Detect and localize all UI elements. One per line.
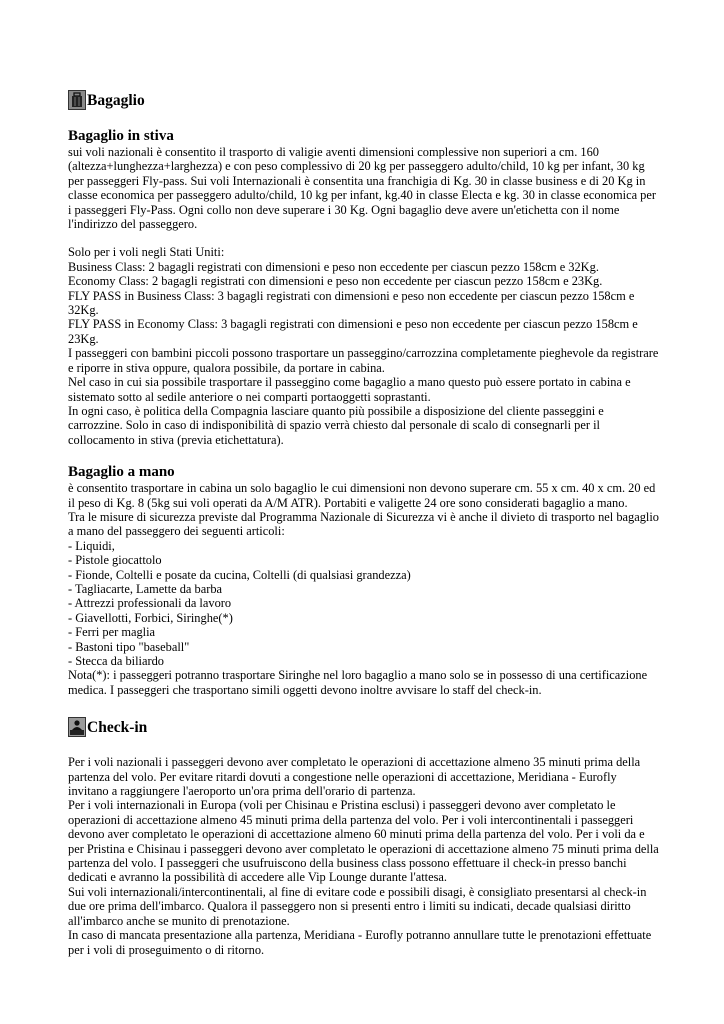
- list-item: - Tagliacarte, Lamette da barba: [68, 581, 223, 596]
- usa-flypass-economy: FLY PASS in Economy Class: 3 bagagli registrati con dimensioni e peso non eccedente per ciascun pezzo 158cm e 23Kg.: [68, 317, 638, 346]
- list-item: - Pistole giocattolo: [68, 553, 162, 568]
- mano-paragraph: è consentito trasportare in cabina un solo bagaglio le cui dimensioni non devono superare cm. 55 x cm. 40 x cm. 20 ed il peso di Kg. 8 (5kg sui voli operati da A/M ATR). Portabiti e valigette 24 ore sono considerati bagaglio a mano.: [68, 481, 656, 510]
- checkin-title: Check-in: [87, 719, 148, 737]
- list-item: - Fionde, Coltelli e posate da cucina, Coltelli (di qualsiasi grandezza): [68, 567, 411, 582]
- bagaglio-header: [68, 84, 660, 110]
- sicurezza-paragraph: Tra le misure di sicurezza previste dal Programma Nazionale di Sicurezza vi è anche il divieto di trasporto nel bagaglio a mano del passeggero dei seguenti articoli:: [68, 509, 659, 539]
- list-item: - Liquidi,: [68, 538, 115, 553]
- checkin-header: [68, 711, 660, 737]
- bambini-paragraph: I passeggeri con bambini piccoli possono trasportare un passeggino/carrozzina completamente pieghevole da registrare e riporre in stiva oppure, qualora possibile, da portare in cabina.: [68, 346, 659, 375]
- list-item: - Stecca da biliardo: [68, 654, 164, 668]
- mano-heading: Bagaglio a mano: [68, 464, 175, 481]
- checkin-nazionali: Per i voli nazionali i passeggeri devono aver completato le operazioni di accettazione almeno 35 minuti prima della partenza del volo. Per evitare ritardi dovuti a congestione nelle operazioni di accettazione, Meridiana - Eurofly invitano a raggiungere l'aeroporto un'ora prima dell'orario di partenza.: [68, 755, 641, 799]
- list-item: - Attrezzi professionali da lavoro: [68, 596, 232, 611]
- check-in-desk-icon: [68, 717, 86, 737]
- checkin-internazionali: Per i voli internazionali in Europa (voli per Chisinau e Pristina esclusi) i passeggeri devono aver completato le operazioni di accettazione almeno 45 minuti prima della partenza del volo. Per i voli intercontinentali i passeggeri devono aver completato le operazioni di accettazione almeno 60 minuti prima della partenza del volo. Per i voli da e per Pristina e Chisinau i passeggeri devono aver completato le operazioni di accettazione almeno 75 minuti prima della partenza del volo. I passeggeri che usufruiscono della business class possono effettuare il check-in presso banchi dedicati e avranno la possibilità di accedere alle Vip Lounge durante l'attesa.: [68, 798, 659, 885]
- politica-paragraph: In ogni caso, è politica della Compagnia lasciare quanto più possibile a disposizione del cliente passeggini e carrozzine. Solo in caso di indisponibilità di spazio verrà chiesto dal personale di scalo di consegnarli per il collocamento in stiva (previa etichettatura).: [68, 403, 604, 447]
- stiva-heading: Bagaglio in stiva: [68, 128, 174, 144]
- checkin-mancata: In caso di mancata presentazione alla partenza, Meridiana - Eurofly potranno annullare tutte le prenotazioni effettuate per i voli di proseguimento o di ritorno.: [68, 928, 652, 957]
- cabina-paragraph: Nel caso in cui sia possibile trasportare il passeggino come bagaglio a mano questo può essere portato in cabina e sistemato sotto al sedile anteriore o nei comparti portaoggetti soprastanti.: [68, 375, 631, 404]
- usa-business: Business Class: 2 bagagli registrati con dimensioni e peso non eccedente per ciascun pezzo 158cm e 32Kg.: [68, 259, 599, 274]
- list-item: - Giavellotti, Forbici, Siringhe(*): [68, 610, 233, 625]
- checkin-intercontinentali: Sui voli internazionali/intercontinentali, al fine di evitare code e possibili disagi, è consigliato presentarsi al check-in due ore prima dell'imbarco. Qualora il passeggero non si presenti entro i limiti su indicati, decade qualsiasi diritto all'imbarco anche se munito di prenotazione.: [68, 884, 647, 928]
- luggage-icon: [68, 90, 86, 110]
- nota-paragraph: Nota(*): i passeggeri potranno trasportare Siringhe nel loro bagaglio a mano solo se in possesso di una certificazione medica. I passeggeri che trasportano simili oggetti devono inoltre avvisare lo staff del check-in.: [68, 668, 648, 697]
- usa-intro: Solo per i voli negli Stati Uniti:: [68, 245, 225, 260]
- list-item: - Bastoni tipo "baseball": [68, 639, 190, 654]
- bagaglio-title: Bagaglio: [87, 92, 145, 109]
- list-item: - Ferri per maglia: [68, 625, 156, 640]
- usa-economy: Economy Class: 2 bagagli registrati con dimensioni e peso non eccedente per ciascun pezzo 158cm e 23Kg.: [68, 274, 603, 289]
- forbidden-items-list: [68, 539, 660, 669]
- stiva-paragraph: sui voli nazionali è consentito il trasporto di valigie aventi dimensioni complessive non superiori a cm. 160 (altezza+lunghezza+larghezza) e con peso complessivo di 20 kg per passeggero adulto/child, 10 kg per infant, 30 kg per passeggeri Fly-pass. Sui voli Internazionali è consentita una franchigia di Kg. 30 in classe business e di 20 Kg in classe economica per passeggero adulto/child, 10 kg per infant, kg.40 in classe Electa e kg. 30 in classe economica per i passeggeri Fly-Pass. Ogni collo non deve superare i 30 Kg. Ogni bagaglio deve avere un'etichetta con il nome l'indirizzo del passeggero.: [68, 145, 657, 232]
- document-page: [68, 84, 660, 957]
- usa-flypass-business: FLY PASS in Business Class: 3 bagagli registrati con dimensioni e peso non eccedente per ciascun pezzo 158cm e 32Kg.: [68, 288, 635, 318]
